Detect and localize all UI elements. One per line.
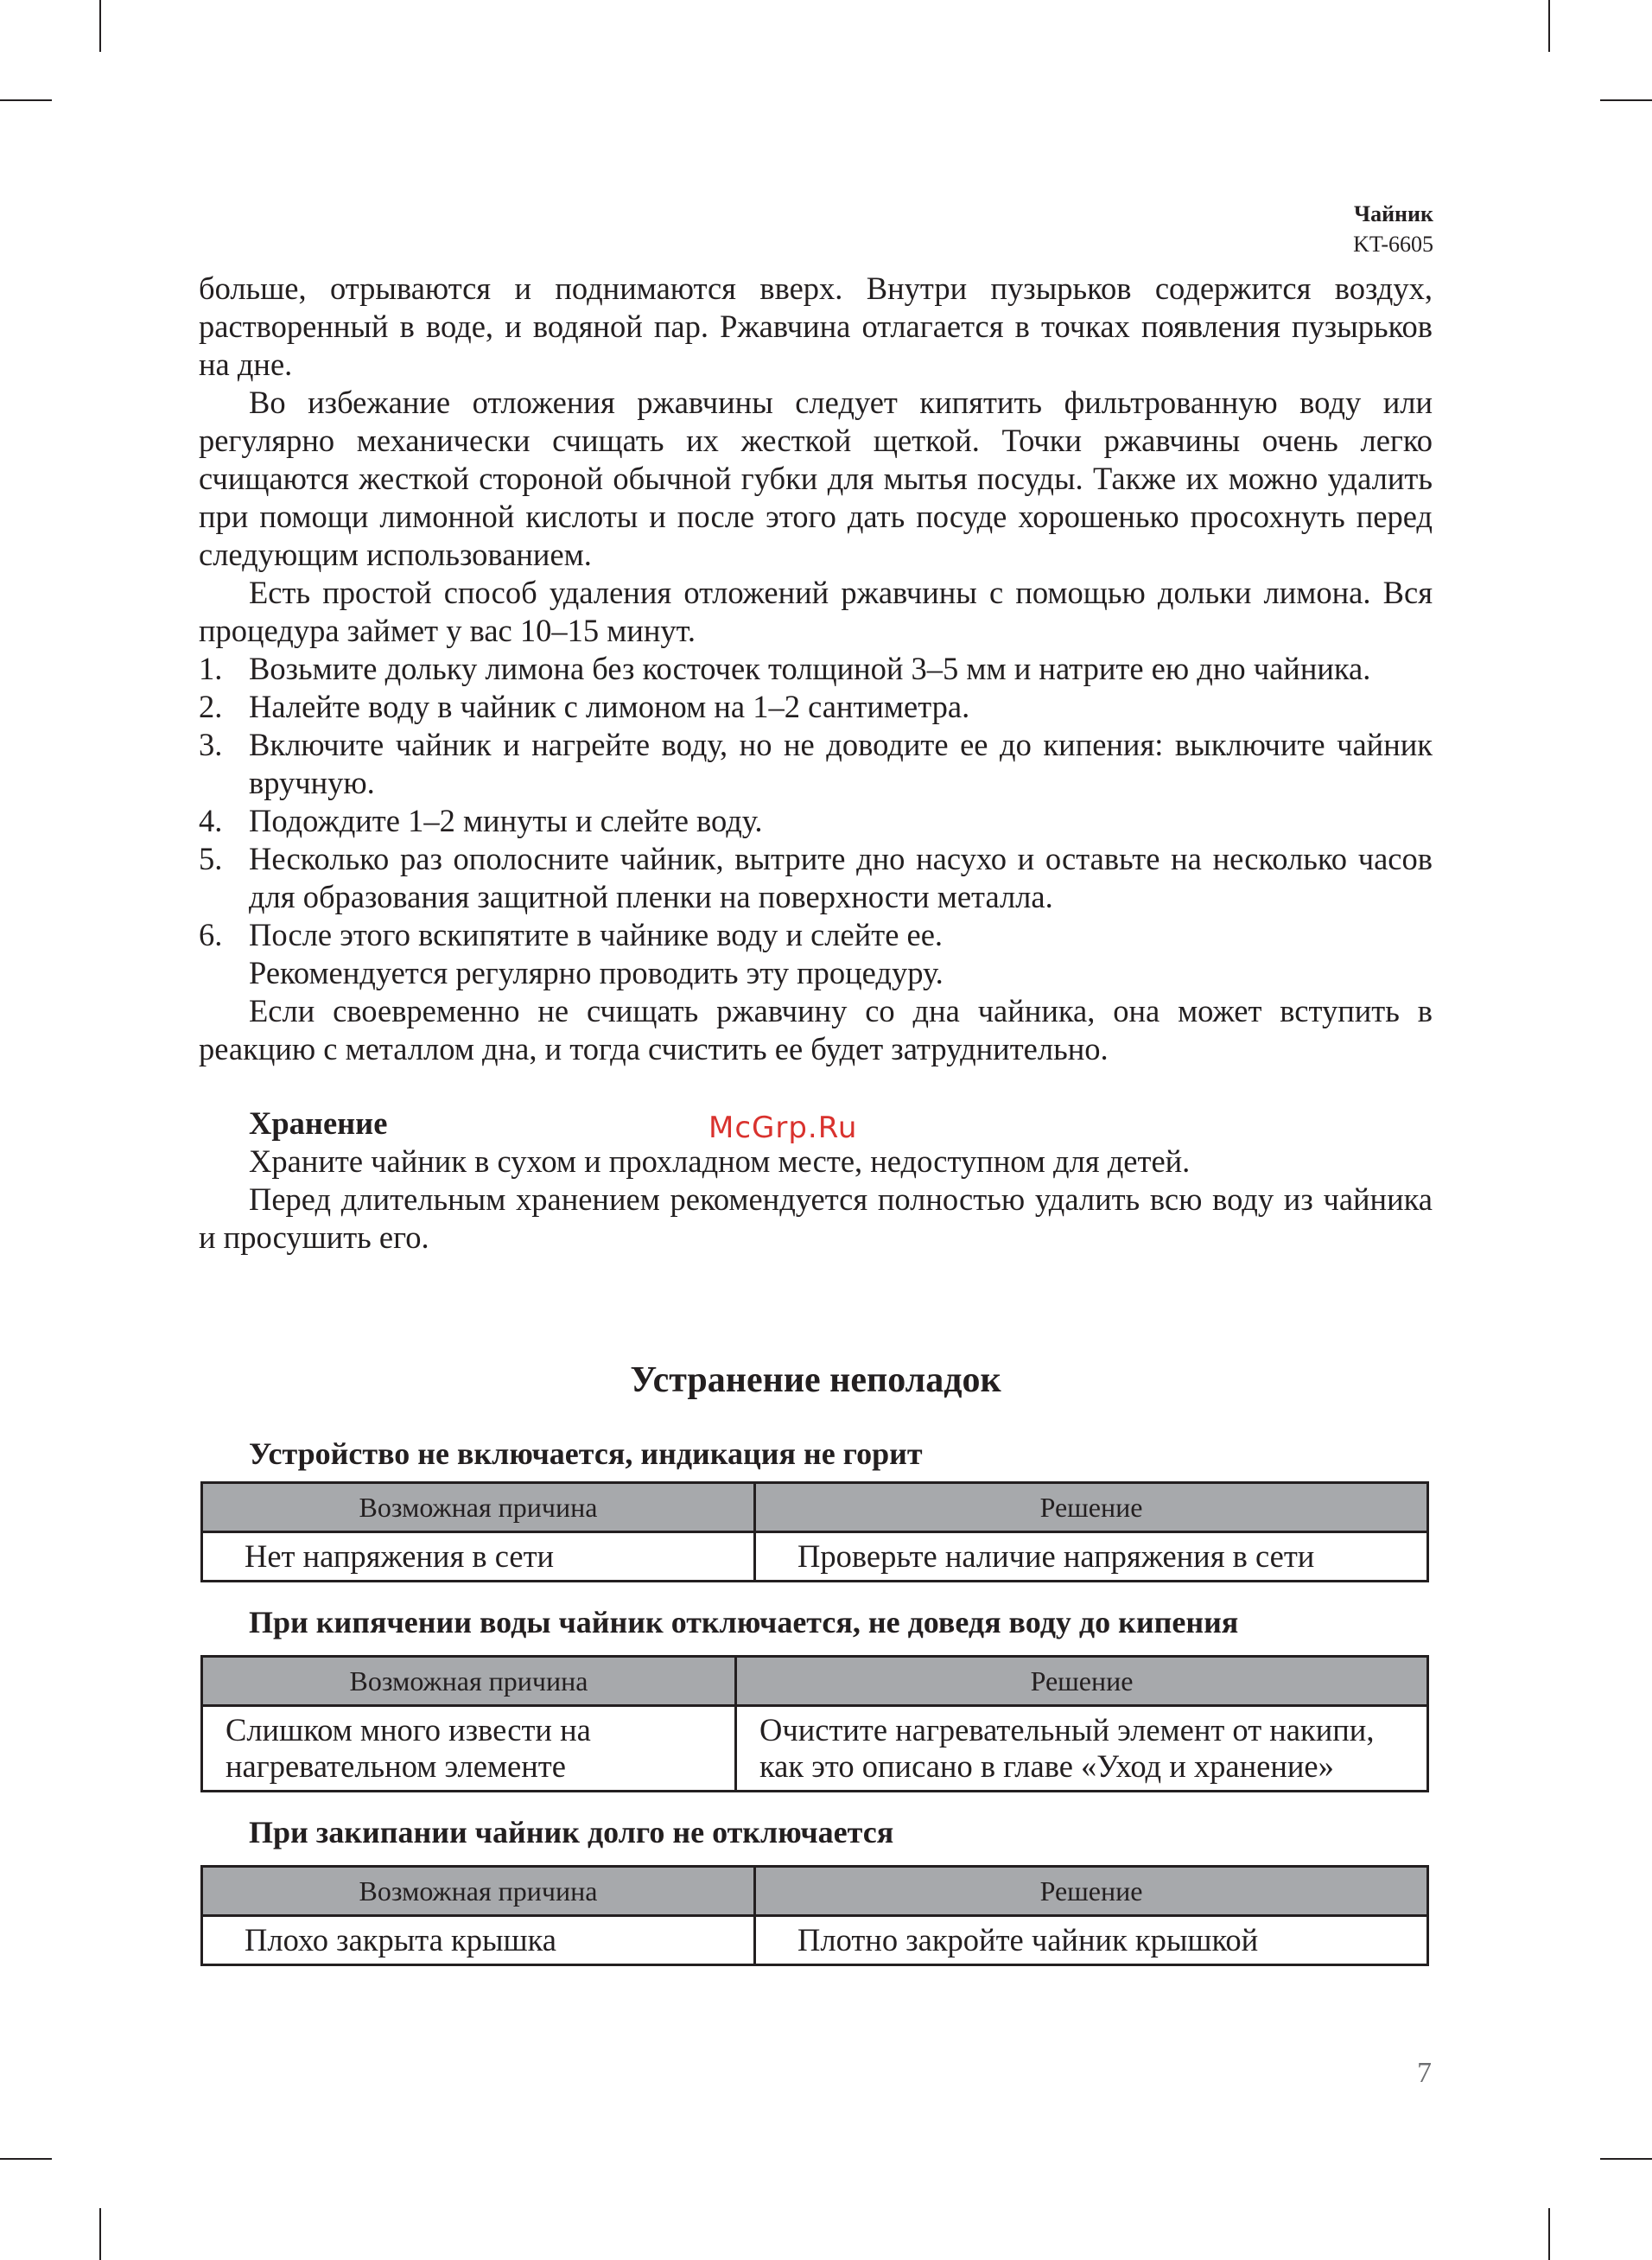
- page-number: 7: [1417, 2057, 1432, 2089]
- crop-mark: [1548, 0, 1550, 52]
- header-model: KT-6605: [1353, 232, 1433, 257]
- column-header-solution: Решение: [755, 1483, 1428, 1532]
- table-header-row: [202, 1657, 1428, 1706]
- watermark-link[interactable]: McGrp.Ru: [708, 1111, 858, 1145]
- list-item: [199, 688, 1433, 726]
- steps-list: [199, 650, 1433, 954]
- list-text: Несколько раз ополосните чайник, вытрите дно насухо и оставьте на несколько часов для образования защитной пленки на поверхности металла.: [249, 841, 1433, 914]
- list-item: [199, 916, 1433, 954]
- table-header-row: [202, 1483, 1428, 1532]
- list-number: 4.: [199, 803, 223, 838]
- paragraph: Храните чайник в сухом и прохладном месте, недоступном для детей.: [249, 1143, 1191, 1179]
- crop-mark: [0, 2158, 52, 2160]
- crop-mark: [1600, 2158, 1652, 2160]
- storage-heading: Хранение: [249, 1105, 388, 1141]
- table-row: [202, 1916, 1428, 1965]
- list-item: [199, 650, 1433, 688]
- table-header-row: [202, 1867, 1428, 1916]
- section-title: Устранение неполадок: [630, 1360, 1001, 1400]
- table-heading: При закипании чайник долго не отключается: [249, 1815, 894, 1849]
- list-text: Подождите 1–2 минуты и слейте воду.: [249, 803, 763, 838]
- paragraph: Если своевременно не счищать ржавчину со дна чайника, она может вступить в реакцию с металлом дна, и тогда счистить ее будет затруднительно.: [199, 993, 1433, 1066]
- cause-cell: Нет напряжения в сети: [202, 1532, 755, 1582]
- cause-cell: Плохо закрыта крышка: [202, 1916, 755, 1965]
- table-heading: Устройство не включается, индикация не горит: [249, 1436, 923, 1471]
- paragraph: Во избежание отложения ржавчины следует кипятить фильтрованную воду или регулярно механически счищать их жесткой щеткой. Точки ржавчины очень легко счищаются жесткой стороной обычной губки для мытья посуды. Также их можно удалить при помощи лимонной кислоты и после этого дать посуде хорошенько просохнуть перед следующим использованием.: [199, 385, 1433, 572]
- crop-mark: [1548, 2208, 1550, 2260]
- table-heading: При кипячении воды чайник отключается, не доведя воду до кипения: [249, 1605, 1239, 1639]
- column-header-cause: Возможная причина: [202, 1867, 755, 1916]
- list-text: Налейте воду в чайник с лимоном на 1–2 сантиметра.: [249, 689, 970, 724]
- table-row: [202, 1706, 1428, 1792]
- header-title: Чайник: [1353, 201, 1433, 226]
- crop-mark: [99, 0, 101, 52]
- list-text: После этого вскипятите в чайнике воду и слейте ее.: [249, 917, 944, 952]
- crop-mark: [1600, 99, 1652, 101]
- list-text: Возьмите дольку лимона без косточек толщиной 3–5 мм и натрите ею дно чайника.: [249, 651, 1371, 686]
- crop-mark: [0, 99, 52, 101]
- solution-cell: Проверьте наличие напряжения в сети: [755, 1532, 1428, 1582]
- list-number: 5.: [199, 841, 223, 876]
- running-header: [1353, 199, 1433, 259]
- list-item: [199, 840, 1433, 916]
- paragraph: Рекомендуется регулярно проводить эту процедуру.: [249, 955, 944, 990]
- troubleshooting-table: [200, 1481, 1429, 1582]
- solution-cell: Очистите нагревательный элемент от накипи, как это описано в главе «Уход и хранение»: [736, 1706, 1428, 1792]
- column-header-solution: Решение: [736, 1657, 1428, 1706]
- paragraph: Перед длительным хранением рекомендуется полностью удалить всю воду из чайника и просушить его.: [199, 1181, 1433, 1255]
- troubleshooting-table: [200, 1865, 1429, 1966]
- list-number: 3.: [199, 727, 223, 762]
- list-number: 1.: [199, 651, 223, 686]
- list-text: Включите чайник и нагрейте воду, но не доводите ее до кипения: выключите чайник вручную.: [249, 727, 1433, 800]
- solution-cell: Плотно закройте чайник крышкой: [755, 1916, 1428, 1965]
- crop-mark: [99, 2208, 101, 2260]
- column-header-solution: Решение: [755, 1867, 1428, 1916]
- list-number: 6.: [199, 917, 223, 952]
- column-header-cause: Возможная причина: [202, 1483, 755, 1532]
- paragraph: Есть простой способ удаления отложений ржавчины с помощью дольки лимона. Вся процедура займет у вас 10–15 минут.: [199, 575, 1433, 648]
- list-item: [199, 726, 1433, 802]
- cause-cell: Слишком много извести на нагревательном элементе: [202, 1706, 736, 1792]
- column-header-cause: Возможная причина: [202, 1657, 736, 1706]
- troubleshooting-table: [200, 1655, 1429, 1792]
- table-row: [202, 1532, 1428, 1582]
- list-number: 2.: [199, 689, 223, 724]
- list-item: [199, 802, 1433, 840]
- paragraph: больше, отрываются и поднимаются вверх. Внутри пузырьков содержится воздух, растворенный в воде, и водяной пар. Ржавчина отлагается в точках появления пузырьков на дне.: [199, 271, 1433, 382]
